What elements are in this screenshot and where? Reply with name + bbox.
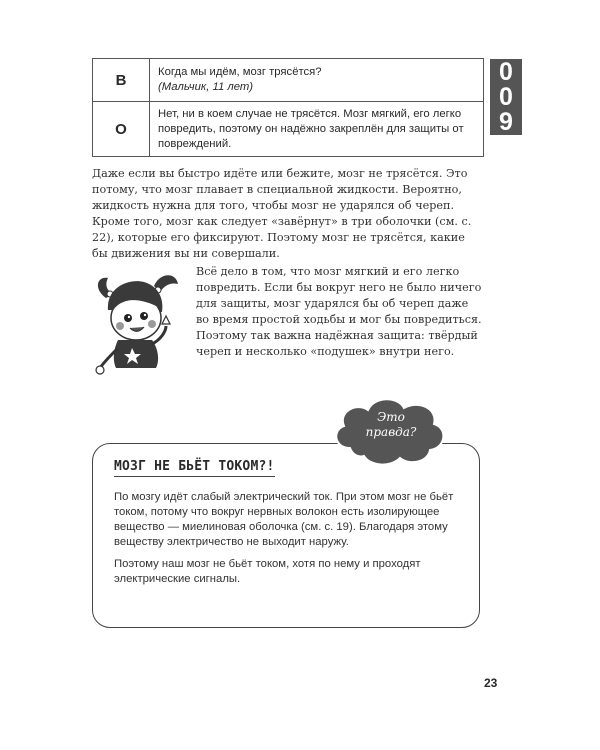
section-digit-2: 0 — [499, 82, 513, 111]
info-box-paragraph-2: Поэтому наш мозг не бьёт током, хотя по нему и проходят электрические сигналы. — [114, 558, 421, 585]
question-cell — [150, 59, 484, 102]
thought-bubble-line-2: правда? — [365, 425, 417, 439]
girl-illustration — [94, 268, 186, 380]
section-digit-3: 9 — [499, 107, 513, 136]
body-paragraph-1: Даже если вы быстро идёте или бежите, мозг не трясётся. Это потому, что мозг плавает в специальной жидкости. Вероятно, жидкость нужна для того, чтобы мозг не ударялся об череп. — [92, 167, 468, 212]
body-paragraph-2: Кроме того, мозг как следует «завёрнут» в три оболочки (см. с. 22), которые его фиксируют. Поэтому мозг не трясётся, какие бы движения вы ни совершали. — [92, 215, 472, 260]
info-box-paragraph-1: По мозгу идёт слабый электрический ток. При этом мозг не бьёт током, потому что вокруг нервных волокон есть изолирующее вещество — миелиновая оболочка (см. с. 19). Благодаря этому веществу электричество не выходит наружу. — [114, 491, 454, 548]
answer-letter: О — [93, 102, 150, 157]
page-number: 23 — [484, 676, 498, 690]
answer-row — [93, 102, 484, 157]
qa-table — [92, 58, 484, 157]
section-number-tab — [490, 59, 522, 135]
info-box-title: МОЗГ НЕ БЬЁТ ТОКОМ?! — [114, 459, 275, 477]
question-letter: В — [93, 59, 150, 102]
question-author: (Мальчик, 11 лет) — [158, 81, 254, 93]
body-paragraph-3: Всё дело в том, что мозг мягкий и его легко повредить. Если бы вокруг него не было ничего для защиты, мозг ударялся бы об череп даже во время простой ходьбы и мог бы повредиться. Поэтому так важна надёжная защита: твёрдый череп и несколько «подушек» внутри него. — [196, 265, 482, 358]
answer-text: Нет, ни в коем случае не трясётся. Мозг мягкий, его легко повредить, поэтому он надёжно закреплён для защиты от повреждений. — [150, 102, 484, 157]
question-row — [93, 59, 484, 102]
question-text: Когда мы идём, мозг трясётся? — [158, 66, 322, 78]
thought-bubble-text — [358, 410, 424, 440]
thought-bubble-line-1: Это — [377, 410, 405, 424]
section-digit-1: 0 — [499, 57, 513, 86]
